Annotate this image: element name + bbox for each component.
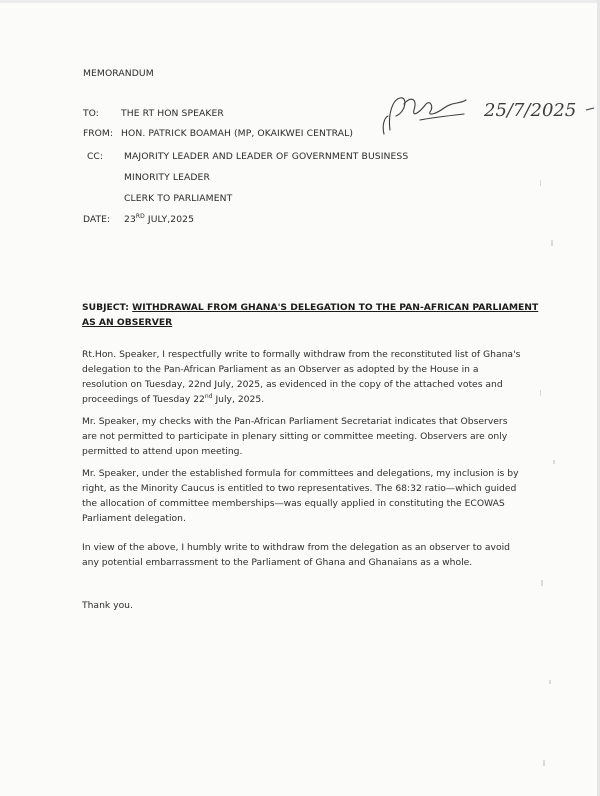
signature-date: 25/7/2025 <box>484 100 577 121</box>
paragraph-observers: Mr. Speaker, my checks with the Pan-African Parliament Secretariat indicates that Observers are not permitted to participate in plenary sitting or committee meeting. Observers are only permitted to attend upon meeting. <box>82 416 508 457</box>
date-label: DATE: <box>83 214 110 225</box>
date-value: 23RD JULY,2025 <box>124 212 195 225</box>
closing-text: Thank you. <box>82 600 133 611</box>
scan-edge <box>0 0 600 3</box>
to-value: THE RT HON SPEAKER <box>121 108 224 119</box>
handwritten-signature <box>360 90 600 150</box>
paragraph-formula: Mr. Speaker, under the established formula for committees and delegations, my inclusion is by right, as the Minority Caucus is entitled to two representatives. The 68:32 ratio—which guided the allocation of committee memberships—was equally applied in constituting the ECOWAS Parliament delegation. <box>82 468 519 524</box>
paragraph-conclusion: In view of the above, I humbly write to withdraw from the delegation as an observer to avoid any potential embarrassment to the Parliament of Ghana and Ghanaians as a whole. <box>82 542 510 568</box>
from-value: HON. PATRICK BOAMAH (MP, OKAIKWEI CENTRAL) <box>121 128 354 139</box>
memo-heading: MEMORANDUM <box>83 68 154 79</box>
subject-line: SUBJECT: WITHDRAWAL FROM GHANA'S DELEGATION TO THE PAN-AFRICAN PARLIAMENT AS AN OBSERVER <box>82 302 539 328</box>
cc-line: CLERK TO PARLIAMENT <box>124 193 233 204</box>
paragraph-withdrawal: Rt.Hon. Speaker, I respectfully write to formally withdraw from the reconstituted list of Ghana's delegation to the Pan-African Parliament as an Observer as adopted by the House in a resolution on Tuesday, 22nd July, 2025, as evidenced in the copy of the attached votes and proceedings of Tuesday 22nd July, 2025. <box>82 349 521 405</box>
cc-label: CC: <box>87 151 103 162</box>
scan-marks <box>540 160 560 780</box>
cc-line: MAJORITY LEADER AND LEADER OF GOVERNMENT BUSINESS <box>124 151 409 162</box>
to-label: TO: <box>83 108 99 119</box>
from-label: FROM: <box>83 128 113 139</box>
cc-line: MINORITY LEADER <box>124 172 210 183</box>
